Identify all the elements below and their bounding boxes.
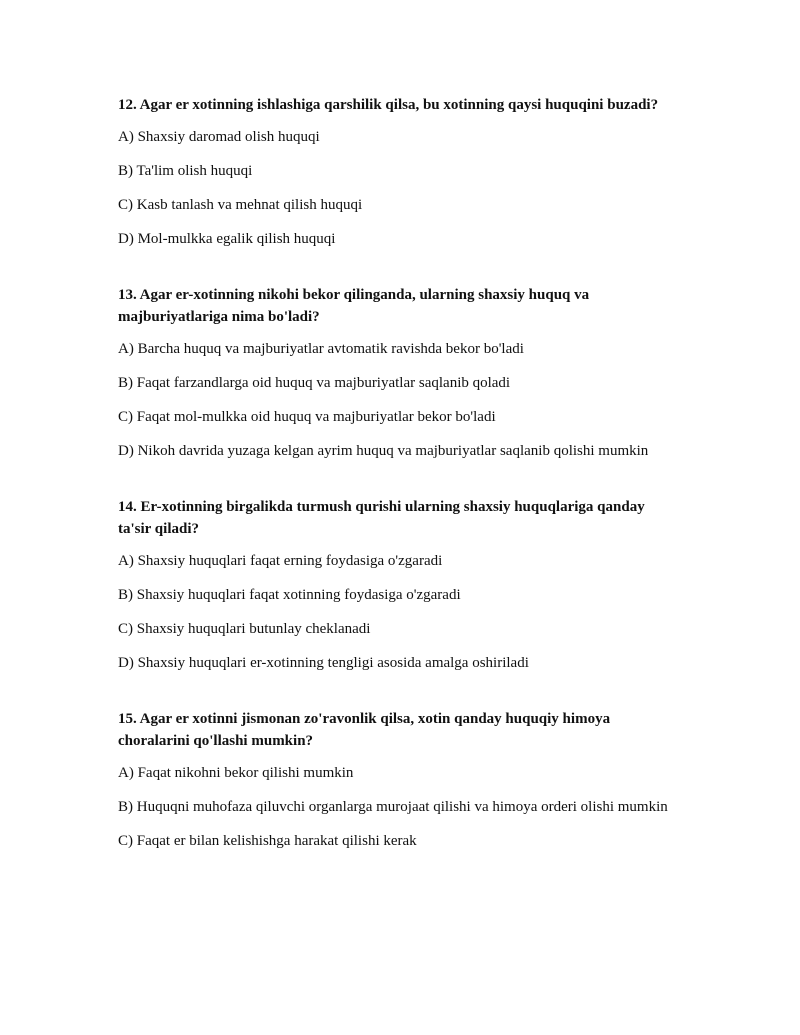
answer-option: B) Huquqni muhofaza qiluvchi organlarga murojaat qilishi va himoya orderi olishi mumkin bbox=[118, 799, 668, 815]
question-14 bbox=[118, 496, 678, 674]
question-title: 12. Agar er xotinning ishlashiga qarshilik qilsa, bu xotinning qaysi huquqini buzadi? bbox=[118, 97, 659, 113]
answer-option: C) Faqat er bilan kelishishga harakat qilishi kerak bbox=[118, 833, 417, 849]
answer-option: A) Barcha huquq va majburiyatlar avtomatik ravishda bekor bo'ladi bbox=[118, 341, 524, 357]
answer-option: D) Mol-mulkka egalik qilish huquqi bbox=[118, 231, 336, 247]
document-page bbox=[118, 94, 678, 886]
answer-option: A) Faqat nikohni bekor qilishi mumkin bbox=[118, 765, 354, 781]
answer-option: B) Ta'lim olish huquqi bbox=[118, 163, 253, 179]
question-12 bbox=[118, 94, 678, 250]
answer-option: A) Shaxsiy daromad olish huquqi bbox=[118, 129, 320, 145]
answer-option: D) Shaxsiy huquqlari er-xotinning tengligi asosida amalga oshiriladi bbox=[118, 655, 529, 671]
answer-option: C) Shaxsiy huquqlari butunlay cheklanadi bbox=[118, 621, 371, 637]
question-15 bbox=[118, 708, 678, 852]
question-13 bbox=[118, 284, 678, 462]
answer-option: B) Faqat farzandlarga oid huquq va majburiyatlar saqlanib qoladi bbox=[118, 375, 511, 391]
answer-option: D) Nikoh davrida yuzaga kelgan ayrim huquq va majburiyatlar saqlanib qolishi mumkin bbox=[118, 443, 649, 459]
question-title: 13. Agar er-xotinning nikohi bekor qilinganda, ularning shaxsiy huquq va majburiyatlariga nima bo'ladi? bbox=[118, 287, 590, 325]
question-title: 15. Agar er xotinni jismonan zo'ravonlik qilsa, xotin qanday huquqiy himoya choralarini qo'llashi mumkin? bbox=[118, 711, 611, 749]
answer-option: C) Faqat mol-mulkka oid huquq va majburiyatlar bekor bo'ladi bbox=[118, 409, 496, 425]
answer-option: B) Shaxsiy huquqlari faqat xotinning foydasiga o'zgaradi bbox=[118, 587, 461, 603]
answer-option: A) Shaxsiy huquqlari faqat erning foydasiga o'zgaradi bbox=[118, 553, 443, 569]
answer-option: C) Kasb tanlash va mehnat qilish huquqi bbox=[118, 197, 363, 213]
question-title: 14. Er-xotinning birgalikda turmush qurishi ularning shaxsiy huquqlariga qanday ta'sir qiladi? bbox=[118, 499, 645, 537]
